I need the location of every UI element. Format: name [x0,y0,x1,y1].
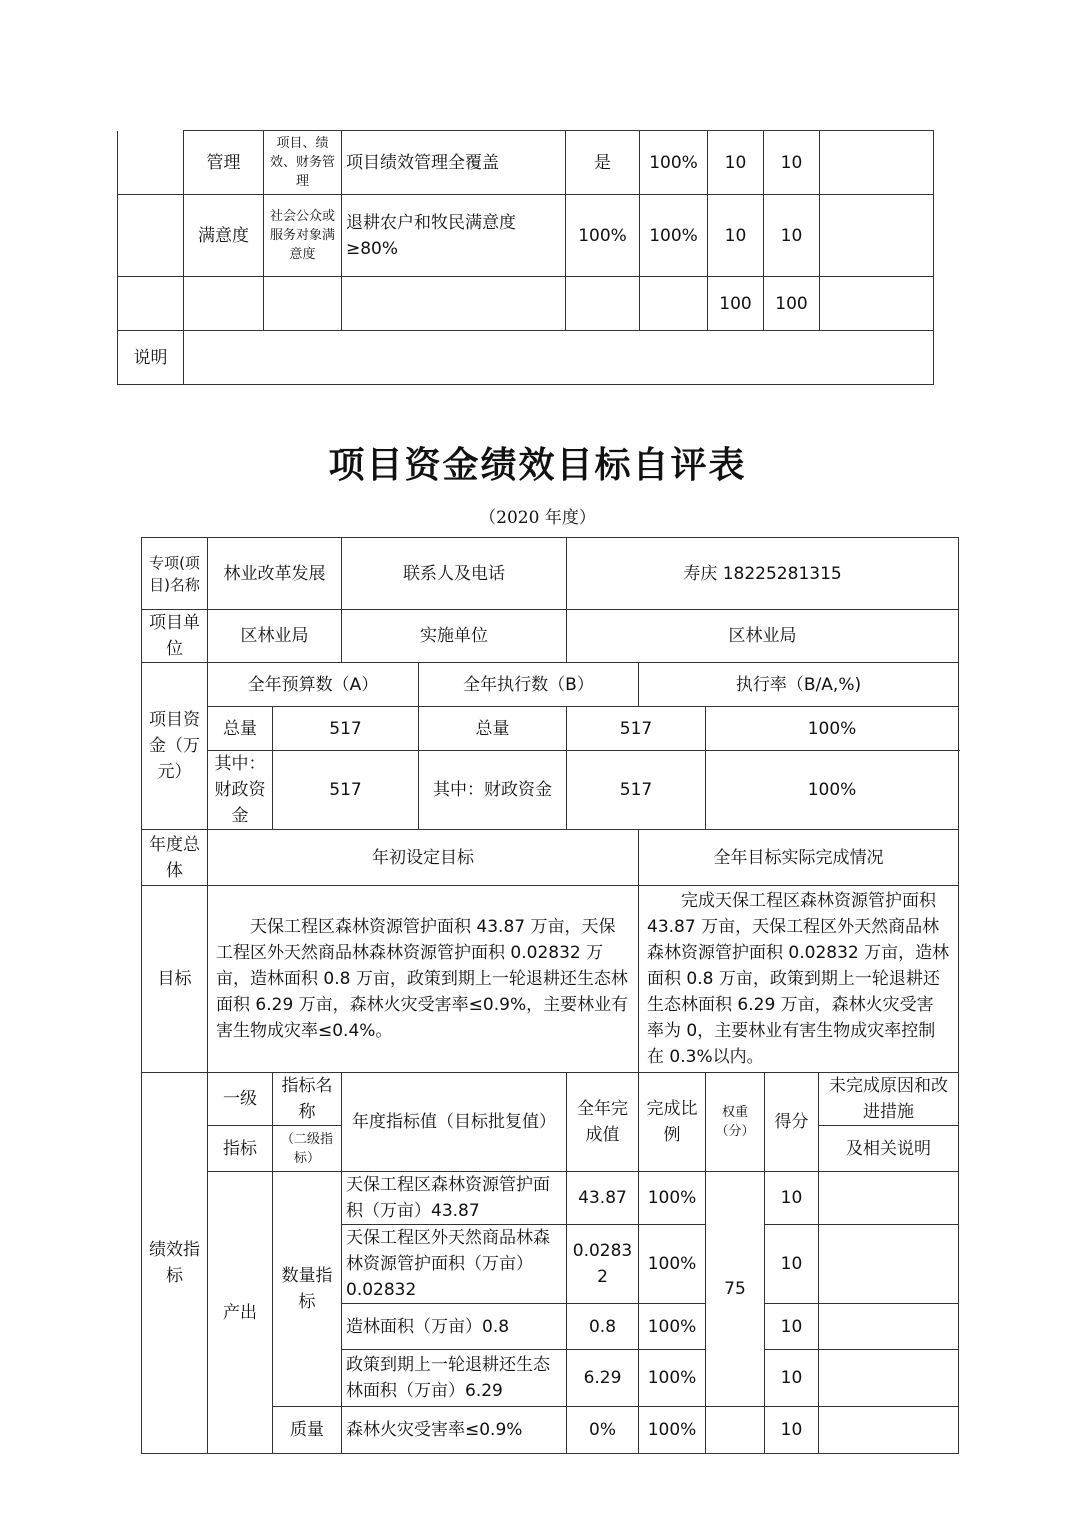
actual-cell: 6.29 [567,1350,639,1407]
budget-fiscal-value: 517 [273,751,419,830]
level2-cell: 管理 [184,131,264,195]
unit-value: 区林业局 [208,610,342,663]
weight-cell: 10 [708,195,764,277]
target-value-header: 年度指标值（目标批复值） [342,1073,567,1172]
indicator-cell: 森林火灾受害率≤0.9% [342,1407,567,1454]
level3-cell: 项目、绩效、财务管理 [264,131,342,195]
funds-fiscal-row [142,751,959,830]
rate-total-value: 100% [706,707,959,751]
indicator-cell: 造林面积（万亩）0.8 [342,1304,567,1350]
previous-page-table [117,130,934,385]
ratio-cell: 100% [639,1407,706,1454]
score-cell: 10 [765,1172,819,1225]
annual-header-row [142,830,959,886]
score-cell: 10 [765,1225,819,1304]
project-name-label: 专项(项目)名称 [142,538,208,610]
budget-label: 全年预算数（A） [208,663,419,707]
level2-header: 指标名称 [273,1073,342,1126]
unit-label: 项目单位 [142,610,208,663]
note-cell [820,131,934,195]
budget-total-label: 总量 [208,707,273,751]
annual-label: 年度总体 [142,830,208,886]
actual-cell: 0.8 [567,1304,639,1350]
contact-value: 寿庆 18225281315 [567,538,959,610]
ratio-cell: 100% [639,1304,706,1350]
reason-cell [819,1225,959,1304]
rate-label: 执行率（B/A,%) [639,663,959,707]
exec-total-value: 517 [567,707,706,751]
empty-cell [640,277,708,331]
exec-fiscal-value: 517 [567,751,706,830]
reason-cell [819,1172,959,1225]
empty-cell [118,195,184,277]
table-row [118,131,934,195]
page-subtitle: （2020 年度） [479,508,596,528]
ratio-cell: 100% [639,1225,706,1304]
exec-label: 全年执行数（B） [419,663,639,707]
score-cell: 10 [764,195,820,277]
unit-row [142,610,959,663]
score-header: 得分 [765,1073,819,1172]
actual-cell: 0.02832 [567,1225,639,1304]
score-cell: 10 [765,1407,819,1454]
empty-cell [264,277,342,331]
funds-header-row [142,663,959,707]
indicator-cell: 天保工程区森林资源管护面积（万亩）43.87 [342,1172,567,1225]
level1-header: 一级 [208,1073,273,1126]
actual-cell: 100% [640,195,708,277]
level1-header-sub: 指标 [208,1126,273,1172]
total-score-cell: 100 [764,277,820,331]
goal-label: 目标 [142,886,208,1073]
goal-row [142,886,959,1073]
actual-text: 完成天保工程区森林资源管护面积 43.87 万亩，天保工程区外天然商品林森林资源管护面积 0.02832 万亩，造林面积 0.8 万亩，政策到期上一轮退耕还生态林面积 6.29 万亩，森林火灾受害率为 0，主要林业有害生物成灾率控制在 0.3%以内。 [639,886,959,1073]
indicator-cell: 退耕农户和牧民满意度≥80% [342,195,566,277]
page-title: 项目资金绩效目标自评表 [328,444,747,486]
table-row [142,1172,959,1225]
impl-value: 区林业局 [567,610,959,663]
project-name-value: 林业改革发展 [208,538,342,610]
score-cell: 10 [764,131,820,195]
empty-cell [118,277,184,331]
actual-value-header: 全年完成值 [567,1073,639,1172]
target-cell: 100% [566,195,640,277]
ratio-header: 完成比例 [639,1073,706,1172]
empty-cell [342,277,566,331]
empty-cell [820,277,934,331]
level3-cell: 社会公众或服务对象满意度 [264,195,342,277]
table-row [118,195,934,277]
note-cell [820,195,934,277]
actual-completion-label: 全年目标实际完成情况 [639,830,959,886]
reason-cell [819,1407,959,1454]
funds-label: 项目资金（万元） [142,663,208,830]
reason-header-sub: 及相关说明 [819,1126,959,1172]
actual-cell: 0% [567,1407,639,1454]
impl-label: 实施单位 [342,610,567,663]
reason-header: 未完成原因和改进措施 [819,1073,959,1126]
initial-goal-label: 年初设定目标 [208,830,639,886]
remark-label: 说明 [118,331,184,385]
self-evaluation-table [141,537,959,1454]
weight-cell: 75 [706,1172,765,1407]
score-cell: 10 [765,1304,819,1350]
budget-total-value: 517 [273,707,419,751]
level1-cell: 产出 [208,1172,273,1454]
perf-label: 绩效指标 [142,1073,208,1454]
empty-cell [566,277,640,331]
remark-row [118,331,934,385]
weight-header: 权重（分） [706,1073,765,1172]
reason-cell [819,1350,959,1407]
contact-label: 联系人及电话 [342,538,567,610]
exec-fiscal-label: 其中：财政资金 [419,751,567,830]
weight-cell: 10 [708,131,764,195]
rate-fiscal-value: 100% [706,751,959,830]
score-cell: 10 [765,1350,819,1407]
actual-cell: 100% [640,131,708,195]
project-name-row [142,538,959,610]
funds-total-row [142,707,959,751]
reason-cell [819,1304,959,1350]
perf-header-row [142,1073,959,1126]
level2-cell: 满意度 [184,195,264,277]
target-cell: 是 [566,131,640,195]
total-weight-cell: 100 [708,277,764,331]
ratio-cell: 100% [639,1172,706,1225]
quantity-label: 数量指标 [273,1172,342,1407]
quality-label: 质量 [273,1407,342,1454]
indicator-cell: 项目绩效管理全覆盖 [342,131,566,195]
weight-cell [706,1407,765,1454]
exec-total-label: 总量 [419,707,567,751]
total-row [118,277,934,331]
empty-cell [118,131,184,195]
indicator-cell: 天保工程区外天然商品林森林资源管护面积（万亩）0.02832 [342,1225,567,1304]
ratio-cell: 100% [639,1350,706,1407]
indicator-cell: 政策到期上一轮退耕还生态林面积（万亩）6.29 [342,1350,567,1407]
goal-text: 天保工程区森林资源管护面积 43.87 万亩，天保工程区外天然商品林森林资源管护面积 0.02832 万亩，造林面积 0.8 万亩，政策到期上一轮退耕还生态林面积 6.29 万亩，森林火灾受害率≤0.9%，主要林业有害生物成灾率≤0.4%。 [208,886,639,1073]
budget-fiscal-label: 其中：财政资金 [208,751,273,830]
empty-cell [184,277,264,331]
level2-header-sub: （二级指标） [273,1126,342,1172]
remark-content [184,331,934,385]
actual-cell: 43.87 [567,1172,639,1225]
